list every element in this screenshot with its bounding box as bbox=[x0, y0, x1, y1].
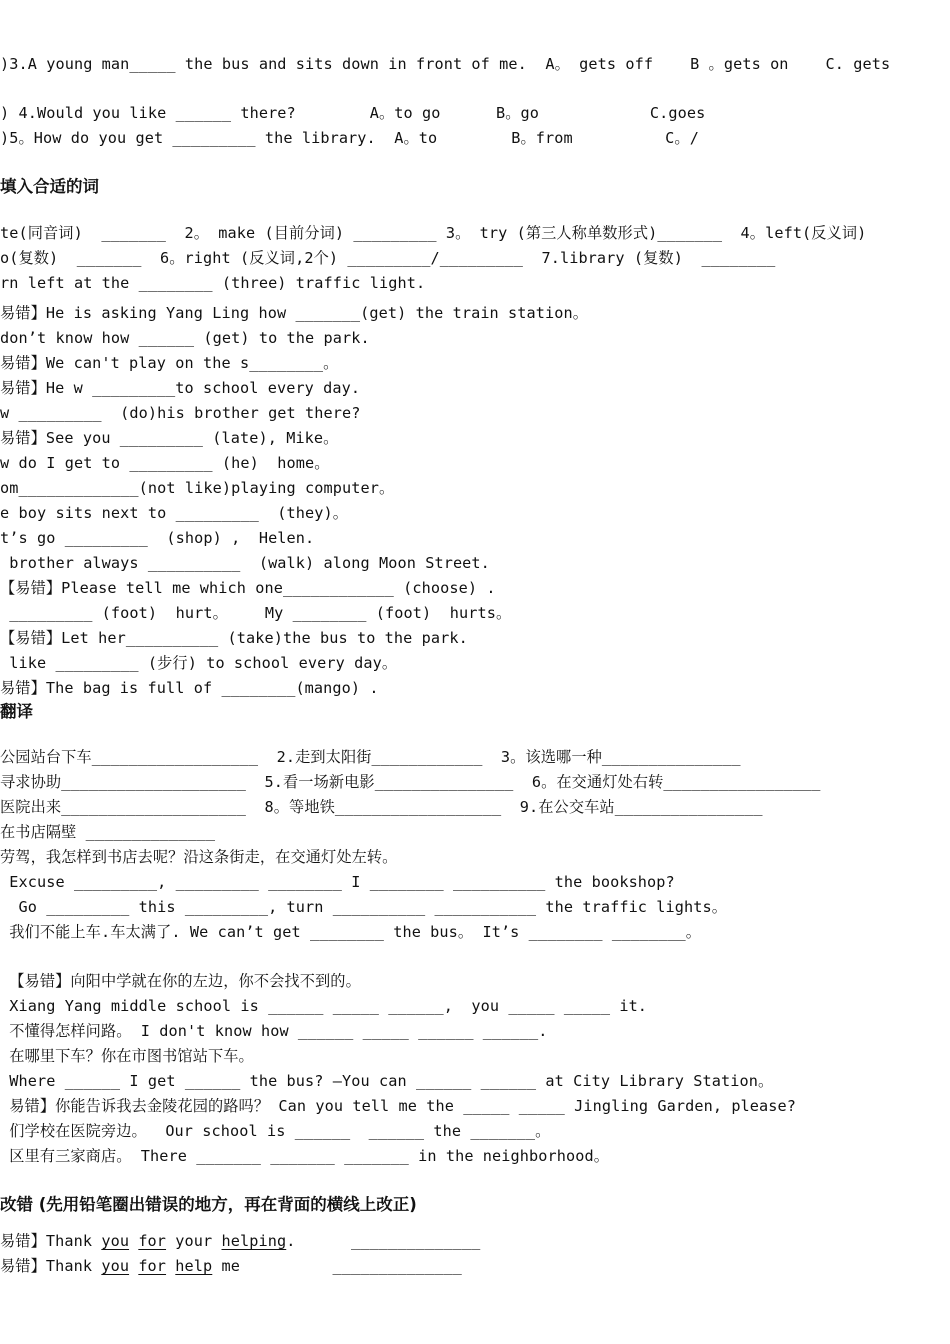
underlined-word: helping bbox=[221, 1232, 287, 1250]
fill-item: w do I get to _________ (he) home。 bbox=[0, 454, 330, 472]
translation-item: Go _________ this _________, turn __________ ___________ the traffic lights。 bbox=[0, 898, 728, 916]
correction-space: your bbox=[166, 1232, 222, 1250]
fill-item: don’t know how ______ (get) to the park. bbox=[0, 329, 370, 347]
fill-in-heading: 填入合适的词 bbox=[0, 177, 99, 196]
correction-answer-line: . ______________ bbox=[286, 1232, 481, 1250]
correction-item-2 bbox=[0, 1256, 462, 1276]
translation-item: 易错】你能告诉我去金陵花园的路吗？ Can you tell me the _____ _____ Jingling Garden, please? bbox=[0, 1097, 797, 1115]
underlined-word: you bbox=[101, 1257, 130, 1275]
fill-item: om_____________(not like)playing computer。 bbox=[0, 479, 395, 497]
fill-item: 易错】He is asking Yang Ling how _______(get) the train station。 bbox=[0, 304, 589, 322]
translation-item: Xiang Yang middle school is ______ _____ ______, you _____ _____ it. bbox=[0, 997, 648, 1015]
error-correction-heading: 改错 (先用铅笔圈出错误的地方，再在背面的横线上改正) bbox=[0, 1195, 417, 1214]
correction-item-1 bbox=[0, 1231, 480, 1251]
translation-heading: 翻译 bbox=[0, 702, 33, 721]
translation-item: 在书店隔壁 ______________ bbox=[0, 823, 216, 841]
underlined-word: you bbox=[101, 1232, 130, 1250]
choice-question-3: )3.A young man_____ the bus and sits down in front of me. A。 gets off B 。gets on C. gets bbox=[0, 55, 891, 73]
correction-space bbox=[166, 1257, 175, 1275]
underlined-word: help bbox=[175, 1257, 213, 1275]
correction-prefix: 易错】Thank bbox=[0, 1232, 102, 1250]
correction-answer-line: me ______________ bbox=[212, 1257, 462, 1275]
translation-item: 【易错】向阳中学就在你的左边，你不会找不到的。 bbox=[0, 972, 361, 990]
translation-item: Excuse _________, _________ ________ I ________ __________ the bookshop? bbox=[0, 873, 675, 891]
translation-item: 公园站台下车__________________ 2.走到太阳街____________ 3。该选哪一种_______________ bbox=[0, 748, 741, 766]
underlined-word: for bbox=[138, 1232, 167, 1250]
fill-item: 易错】He w _________to school every day. bbox=[0, 379, 361, 397]
fill-item: t’s go _________ (shop) , Helen. bbox=[0, 529, 315, 547]
translation-item: 劳驾，我怎样到书店去呢？沿这条街走，在交通灯处左转。 bbox=[0, 848, 398, 866]
fill-item: w _________ (do)his brother get there? bbox=[0, 404, 361, 422]
fill-item: 易错】The bag is full of ________(mango) . bbox=[0, 679, 379, 697]
fill-item: 易错】See you _________ (late), Mike。 bbox=[0, 429, 339, 447]
correction-space bbox=[129, 1257, 138, 1275]
fill-item: 【易错】Let her__________ (take)the bus to the park. bbox=[0, 629, 468, 647]
fill-item: 易错】We can't play on the s________。 bbox=[0, 354, 339, 372]
translation-item: 在哪里下车？你在市图书馆站下车。 bbox=[0, 1047, 254, 1065]
translation-item: 不懂得怎样问路。 I don't know how ______ _____ ______ ______. bbox=[0, 1022, 548, 1040]
fill-item: rn left at the ________ (three) traffic light. bbox=[0, 274, 426, 292]
fill-item: e boy sits next to _________ (they)。 bbox=[0, 504, 349, 522]
choice-question-4: ) 4.Would you like ______ there? A。to go B。go C.goes bbox=[0, 104, 706, 122]
fill-item: te(同音词) _______ 2。 make (目前分词) _________ 3。 try (第三人称单数形式)_______ 4。left(反义词) bbox=[0, 224, 867, 242]
translation-item: 医院出来____________________ 8。等地铁__________________ 9.在公交车站________________ bbox=[0, 798, 763, 816]
fill-item: o(复数) _______ 6。right (反义词,2个) _________/_________ 7.library (复数) ________ bbox=[0, 249, 776, 267]
fill-item: 【易错】Please tell me which one____________ (choose) . bbox=[0, 579, 496, 597]
translation-item: 区里有三家商店。 There _______ _______ _______ in the neighborhood。 bbox=[0, 1147, 610, 1165]
translation-item: Where ______ I get ______ the bus? —You can ______ ______ at City Library Station。 bbox=[0, 1072, 774, 1090]
translation-item: 们学校在医院旁边。 Our school is ______ ______ the _______。 bbox=[0, 1122, 551, 1140]
correction-space bbox=[129, 1232, 138, 1250]
correction-prefix: 易错】Thank bbox=[0, 1257, 102, 1275]
translation-item: 寻求协助____________________ 5.看一场新电影_______________ 6。在交通灯处右转_________________ bbox=[0, 773, 821, 791]
fill-item: _________ (foot) hurt。 My ________ (foot) hurts。 bbox=[0, 604, 512, 622]
fill-item: like _________ (步行) to school every day。 bbox=[0, 654, 398, 672]
fill-item: brother always __________ (walk) along Moon Street. bbox=[0, 554, 490, 572]
translation-item: 我们不能上车.车太满了. We can’t get ________ the bus。 It’s ________ ________。 bbox=[0, 923, 702, 941]
underlined-word: for bbox=[138, 1257, 167, 1275]
choice-question-5: )5。How do you get _________ the library. A。to B。from C。/ bbox=[0, 129, 699, 147]
